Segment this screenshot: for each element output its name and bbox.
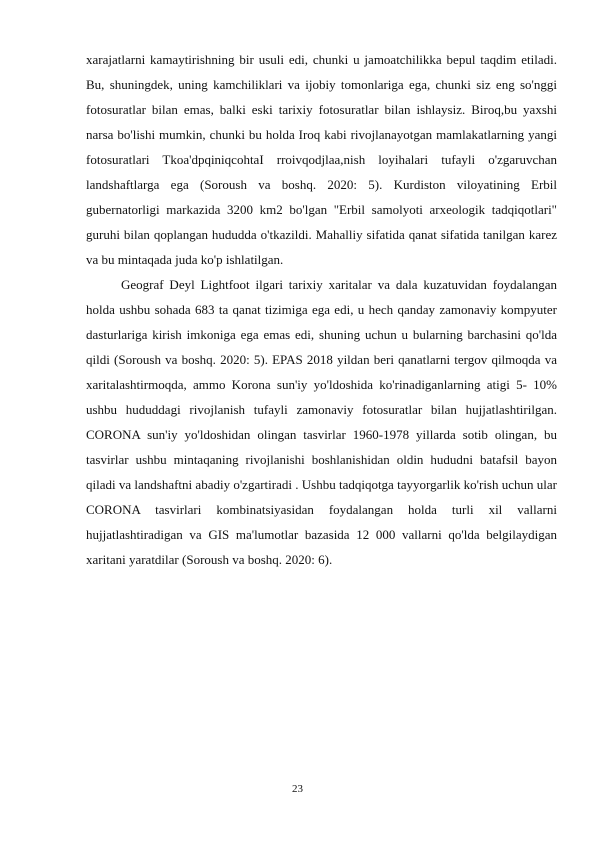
page-number: 23	[292, 783, 303, 795]
paragraph-1: xarajatlarni kamaytirishning bir usuli edi, chunki u jamoatchilikka bepul taqdim etiladi. Bu, shuningdek, uning kamchiliklari va ijobiy tomonlariga ega, chunki siz eng so'nggi fotosuratlar bilan emas, balki eski tarixiy fotosuratlar bilan ishlaysiz. Biroq,bu yaxshi narsa bo'lishi mumkin, chunki bu holda Iroq kabi rivojlanayotgan mamlakatlarning yangi fotosuratlari Tkoa'dpqiniqcohtaI rroivqodjlaa,nish loyihalari tufayli o'zgaruvchan landshaftlarga ega (Soroush va boshq. 2020: 5). Kurdiston viloyatining Erbil gubernatorligi markazida 3200 km2 bo'lgan "Erbil samolyoti arxeologik tadqiqotlari" guruhi bilan qoplangan hududda o'tkazildi. Mahalliy sifatida qanat sifatida tanilgan karez va bu mintaqada juda ko'p ishlatilgan.	[86, 52, 557, 267]
body-text	[86, 47, 557, 572]
paragraph-2: Geograf Deyl Lightfoot ilgari tarixiy xaritalar va dala kuzatuvidan foydalangan holda ushbu sohada 683 ta qanat tizimiga ega edi, u hech qanday zamonaviy kompyuter dasturlariga kirish imkoniga ega emas edi, shuning uchun u bularning barchasini qo'lda qildi (Soroush va boshq. 2020: 5). EPAS 2018 yildan beri qanatlarni tergov qilmoqda va xaritalashtirmoqda, ammo Korona sun'iy yo'ldoshida ko'rinadiganlarning atigi 5- 10% ushbu hududdagi rivojlanish tufayli zamonaviy fotosuratlar bilan hujjatlashtirilgan. CORONA sun'iy yo'ldoshidan olingan tasvirlar 1960-1978 yillarda sotib olingan, bu tasvirlar ushbu mintaqaning rivojlanishi boshlanishidan oldin hududni batafsil bayon qiladi va landshaftni abadiy o'zgartiradi . Ushbu tadqiqotga tayyorgarlik ko'rish uchun ular CORONA tasvirlari kombinatsiyasidan foydalangan holda turli xil vallarni hujjatlashtiradigan va GIS ma'lumotlar bazasida 12 000 vallarni qo'lda belgilaydigan xaritani yaratdilar (Soroush va boshq. 2020: 6).	[86, 277, 557, 567]
